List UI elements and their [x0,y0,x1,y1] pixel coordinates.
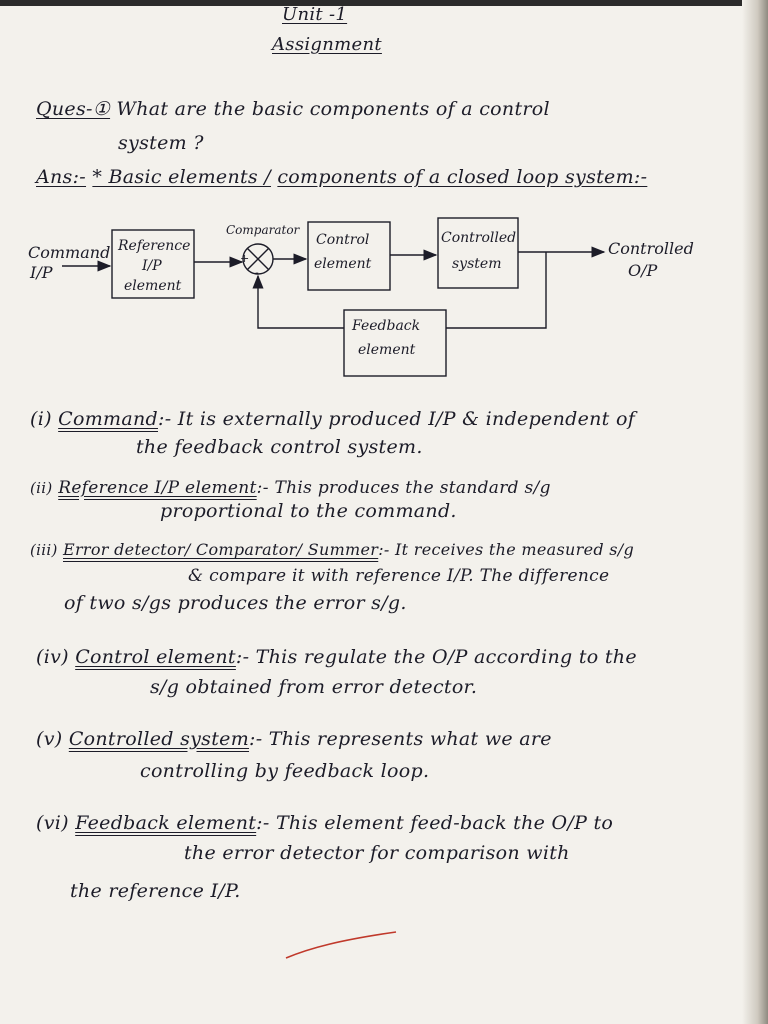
item-reference [30,478,551,498]
item-text-line1: This produces the standard s/g [274,478,551,498]
question-line2: system ? [118,132,204,154]
unit-heading: Unit -1 [282,4,348,25]
item-text-line1: It receives the measured s/g [395,540,635,559]
question-label: Ques-① [36,98,111,120]
item-number: (vi) [36,812,69,834]
feedback-label-line2: element [358,342,416,358]
item-text-line1: This regulate the O/P according to the [255,646,637,668]
item-separator: :- [378,540,390,559]
item-separator: :- [235,646,250,668]
comparator-label: Comparator [226,223,300,237]
reference-label-line2: I/P [142,258,162,274]
item-feedback-element-line2: the error detector for comparison with [184,842,570,864]
item-reference-line2: proportional to the command. [160,500,457,522]
item-number: (v) [36,728,63,750]
answer-title: components of a closed loop system:- [277,166,648,188]
item-text-line1: This element feed-back the O/P to [275,812,614,834]
item-separator: :- [158,408,172,430]
reference-label-line1: Reference [118,238,191,254]
control-label-line2: element [314,256,372,272]
input-label-line2: I/P [30,263,53,282]
reference-label-line3: element [124,278,182,294]
controlled-label-line2: system [452,256,502,272]
assignment-heading: Assignment [272,34,382,55]
item-error-detector-line2: & compare it with reference I/P. The difference [188,566,610,586]
item-term: Reference I/P element [58,478,257,498]
item-separator: :- [256,812,270,834]
item-feedback-element [36,812,613,834]
output-label-line2: O/P [628,261,658,280]
item-term: Feedback element [75,812,257,834]
red-pen-stroke [286,932,396,958]
item-number: (iv) [36,646,69,668]
item-term: Error detector/ Comparator/ Summer [63,540,379,559]
item-controlled-system-line2: controlling by feedback loop. [140,760,430,782]
item-feedback-element-line3: the reference I/P. [70,880,241,902]
item-command [30,408,635,430]
item-error-detector-line3: of two s/gs produces the error s/g. [64,592,407,614]
comparator-minus: - [255,266,259,279]
item-controlled-system [36,728,552,750]
item-number: (iii) [30,541,58,559]
item-term: Command [58,408,158,430]
item-control-element-line2: s/g obtained from error detector. [150,676,478,698]
item-command-line2: the feedback control system. [136,436,423,458]
item-text-line1: This represents what we are [268,728,552,750]
input-label-line1: Command [28,243,111,262]
item-number: (i) [30,408,52,430]
item-error-detector [30,540,634,559]
item-separator: :- [249,728,263,750]
controlled-label-line1: Controlled [441,230,517,246]
item-number: (ii) [30,479,53,497]
item-term: Controlled system [68,728,250,750]
answer-bullet: * Basic elements / [92,166,272,188]
item-term: Control element [75,646,236,668]
question-line1: What are the basic components of a control [116,98,550,120]
output-label-line1: Controlled [608,239,694,258]
controlled-system-box [438,218,518,288]
feedback-label-line1: Feedback [352,318,421,334]
feedback-path-left [258,276,344,328]
item-text-line1: It is externally produced I/P & independent of [177,408,636,430]
control-label-line1: Control [316,232,370,248]
answer-label: Ans:- [36,166,87,188]
comparator-plus: + [240,252,250,265]
item-control-element [36,646,637,668]
item-separator: :- [256,478,269,498]
